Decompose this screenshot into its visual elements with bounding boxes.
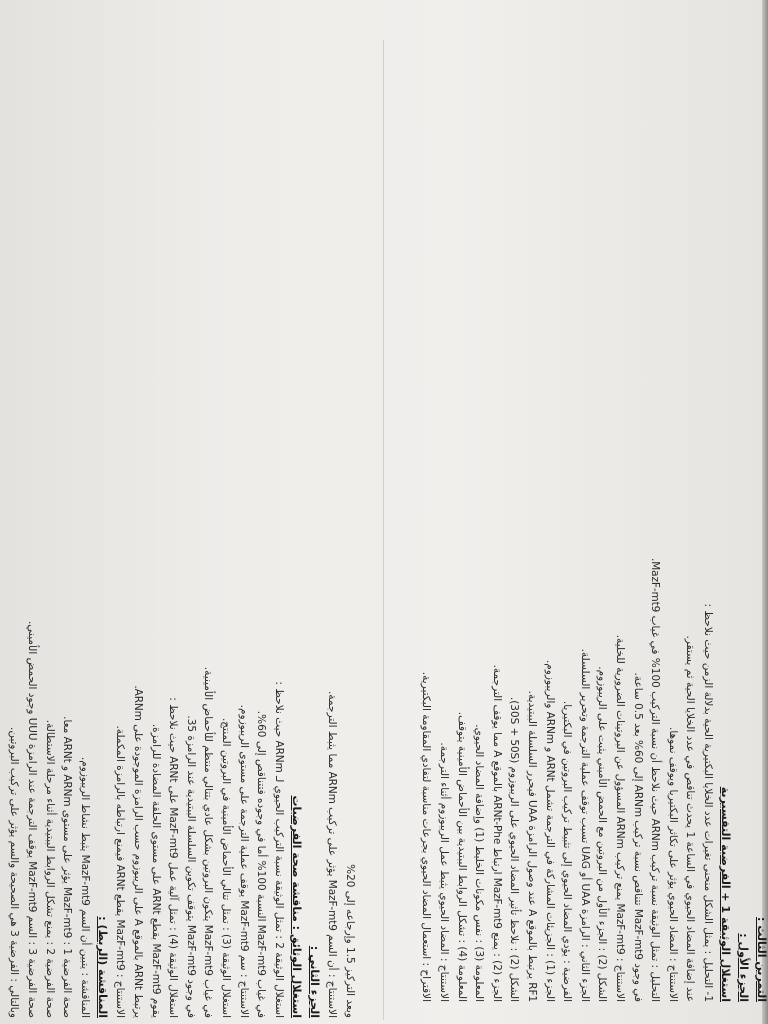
text-line: الجزء الثاني : الرامزة UAA أو UAG تسبب توقف عملية الترجمة وتحرير السلسلة.: [578, 648, 591, 1002]
text-line: الفرضية : يؤدي المضاد الحيوي إلى تثبيط تركيب البروتين في البكتيريا.: [561, 700, 574, 1002]
part-one-heading: الجزء الأول :: [737, 933, 750, 1002]
text-line: الاستنتاج : MazF-mt9 يمنع تركيب ARNm المسؤول عن البروتينات الضرورية للخلية.: [614, 634, 627, 1002]
text-line: RF1 يرتبط بالموقع A عند وصول الرامزة UAA فيحرر السلسلة الببتيدية.: [526, 690, 539, 1002]
text-line: وبعد التركيز 1.5 وإرجاعه إلى 20%: [344, 864, 356, 1018]
text-line: عند إضافة المضاد الحيوي في الساعة 1 يحدث تناقص في عدد الخلايا الحية ثم يستقر.: [684, 635, 697, 1002]
documents-heading: استغلال الوثائق : مناقشة صحة الفرضيات: [289, 795, 303, 1018]
text-line: يرتبط ARNt بالموقع A على الريبوزوم حسب الرامزة الموجودة على ARNm.: [132, 685, 145, 1018]
text-line: 1- التحليل : يمثل الشكل منحنى تغيرات عدد الخلايا البكتيرية الحية بدلالة الزمن حيث نلاحظ :: [702, 603, 714, 1002]
text-line: المناقشة : يتبين أن السم MazF-mt9 يثبط نشاط الريبوزوم.: [78, 756, 91, 1018]
left-column: [2, 58, 358, 1018]
column-divider: [383, 40, 384, 1020]
text-line: الاستنتاج : المضاد الحيوي يثبط عمل الريبوزوم أثناء الترجمة.: [438, 742, 451, 1002]
discussion-heading: المناقشة (الربط) :: [95, 916, 109, 1018]
right-column: [400, 42, 768, 1002]
text-line: استغلال الوثيقة 2 : تمثل الوثيقة نسبة التركيب الحيوي لـ ARNm حيث نلاحظ :: [272, 681, 285, 1018]
text-line: في وجود MazF-mt9 تتناقص نسبة تركيب ARNm إلى 60% بعد 0.5 ساعة.: [631, 672, 644, 1002]
text-line: صحة الفرضية 2 : يمنع تشكل الروابط الببتيدية أثناء مرحلة الاستطالة.: [43, 719, 56, 1018]
text-line: الشكل (2) : نلاحظ تأثير المضاد الحيوي على الريبوزوم (30S + 50S).: [508, 696, 521, 1002]
text-line: المعلومة (4) : تشكل الروابط الببتيدية بين الأحماض الأمينية يتوقف.: [455, 711, 468, 1002]
document-1-heading: استغلال الوثيقة 1 + الفرضية التفسيرية: [719, 786, 732, 1002]
text-line: الاستنتاج : سم MazF-mt9 يوقف عملية الترجمة على مستوى الريبوزوم.: [237, 704, 250, 1018]
text-line: في غياب MazF-mt9 يتكون البروتين بشكل عادي بتتالي منتظم للأحماض الأمينية.: [202, 666, 215, 1018]
text-line: استغلال الوثيقة (3) : تمثل تتالي الأحماض الأمينية في البروتين المنتج.: [220, 717, 233, 1018]
text-line: في غياب MazF-mt9 النسبة 100% أما في وجوده فتتناقص إلى 60%.: [255, 710, 268, 1018]
part-two-heading: الجزء الثاني :: [307, 945, 321, 1018]
exercise-heading: التمرين الثالث :: [755, 917, 768, 1002]
text-line: التحليل : تمثل الوثيقة نسبة تركيب ARNm حيث نلاحظ أن نسبة التركيب 100% في غياب MazF-mt9.: [649, 557, 662, 1002]
text-line: في وجود MazF-mt9 يتوقف تكوين السلسلة الببتيدية عند الرامزة 35.: [184, 715, 197, 1018]
text-line: المعلومة (3) : نفس مكونات الخليط (1) وإضافة المضاد الحيوي.: [473, 724, 486, 1002]
text-line: يقوم MazF-mt9 بقطع ARNt على مستوى الحلقة المضادة للرامزة.: [149, 723, 162, 1018]
text-line: الاقتراح : استعمال المضاد الحيوي بجرعات مناسبة لتفادي المقاومة البكتيرية.: [420, 671, 433, 1002]
text-line: الاستنتاج : أن السم MazF-mt9 يؤثر على تركيب ARNm مما يثبط الترجمة.: [326, 690, 339, 1018]
text-line: صحة الفرضية 1 : MazF-mt9 يؤثر على مستوى ARNm و ARNt معا.: [61, 716, 74, 1018]
text-line: صحة الفرضية 3 : السم MazF-mt9 يوقف الترجمة عند الرامزة UUU وجود الحمض الأميني.: [26, 620, 39, 1018]
text-line: استغلال الوثيقة (4) : تمثل آلية عمل MazF-mt9 على ARNt حيث نلاحظ :: [167, 697, 180, 1018]
text-line: وبالتالي : الفرضية 3 هي الصحيحة والسم يؤثر على تركيب البروتين.: [8, 727, 21, 1018]
text-line: الجزء (1) : الجزيئات المشاركة في الترجمة تشمل ARNt و ARNm والريبوزوم.: [543, 659, 556, 1002]
text-line: الجزء (2) : يمنع MazF-mt9 ارتباط ARNt-Phe بالموقع A مما يوقف الترجمة.: [490, 664, 503, 1002]
text-line: الاستنتاج : المضاد الحيوي يؤثر على تكاثر البكتيريا ويوقف نموها.: [666, 727, 679, 1002]
text-line: الاستنتاج : MazF-mt9 يقطع ARNt فيمنع ارتباطه بالرامزة المكملة.: [114, 725, 127, 1018]
text-line: الشكل (2) : الجزء الأول من البروتين مع الحمض الأميني يثبت على الريبوزوم.: [596, 666, 609, 1002]
